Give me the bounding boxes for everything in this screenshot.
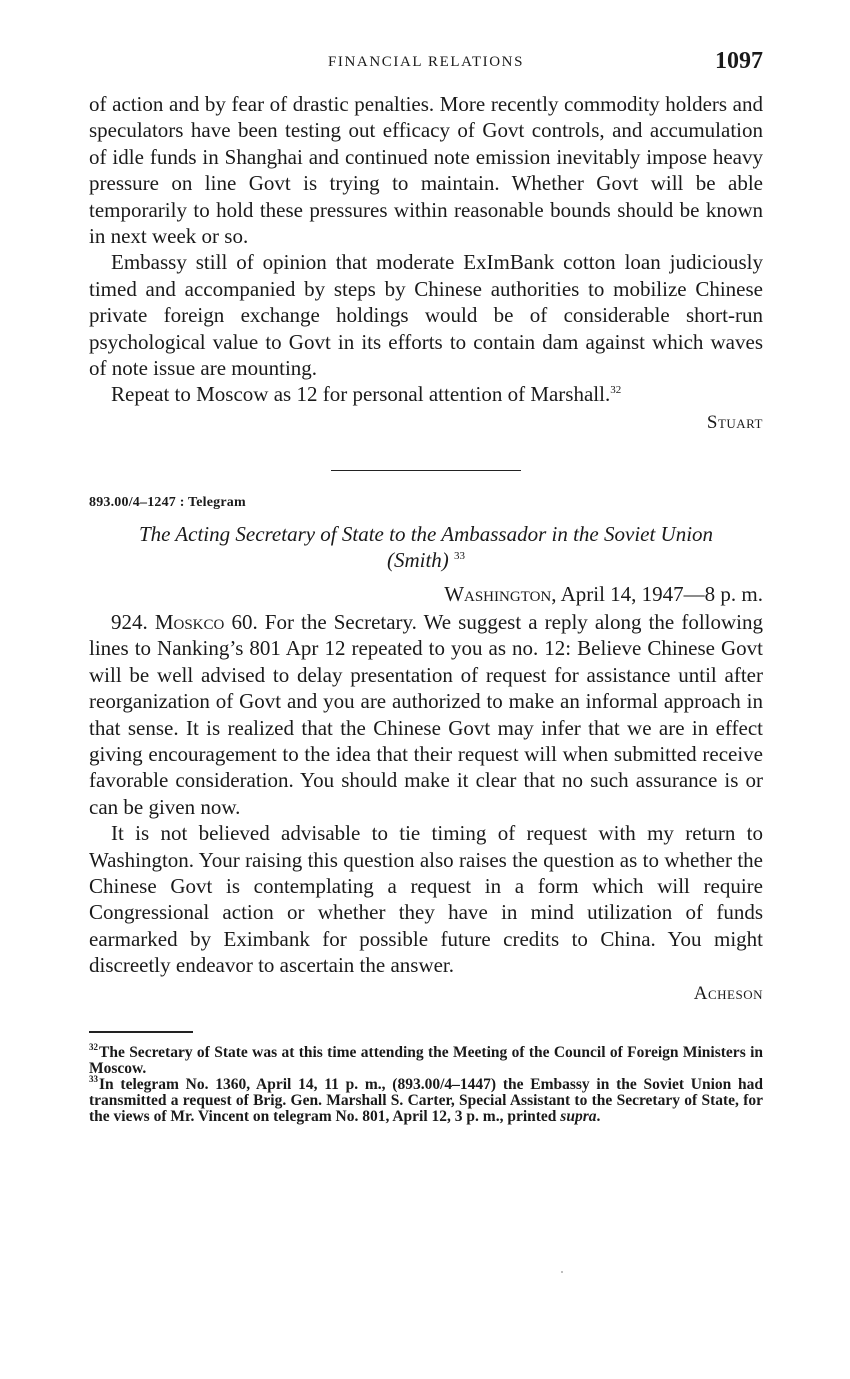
section-divider <box>331 470 521 471</box>
paragraph-embassy-opinion: Embassy still of opinion that moderate ExImBank cotton loan judiciously timed and accompanied by steps by Chinese authorities to mobilize Chinese private foreign exchange holdings would be of considerable short-run psychological value to Govt in its efforts to contain dam against which waves of note issue are mounting. <box>89 250 763 381</box>
running-title: FINANCIAL RELATIONS <box>327 54 525 70</box>
signature-acheson: Acheson <box>693 982 763 1004</box>
running-header <box>89 50 763 76</box>
dateline-place: Washington <box>444 581 552 606</box>
footnote-ref-33: 33 <box>454 549 466 562</box>
page-body <box>89 91 763 1125</box>
page-number: 1097 <box>715 48 763 74</box>
document-title-line2 <box>89 547 763 573</box>
footnote-divider <box>89 1031 193 1033</box>
footnote-supra: supra <box>560 1107 597 1125</box>
footnote-mark-32: 32 <box>89 1042 98 1053</box>
footnote-33 <box>89 1074 763 1125</box>
telegram-body: 60. For the Secretary. We suggest a reply along the following lines to Nanking’s 801 Apr 12 repeated to you as no. 12: Believe Chinese Govt will be well advised to delay presentation of request for assistance until after reorganization of Govt and you are authorized to make an informal approach in that sense. It is realized that the Chinese Govt may infer that we are in effect giving encouragement to the idea that their request will when submitted receive favorable consideration. You should make it clear that no such assurance is or can be given now. <box>89 609 763 819</box>
paragraph-repeat-to-moscow <box>89 381 763 407</box>
paragraph-timing-of-request: It is not believed advisable to tie timing of request with my return to Washington. Your raising this question also raises the question as to whether the Chinese Govt is contemplating a request in a form which will require Congressional action or whether they have in mind utilization of funds earmarked by Eximbank for possible future credits to China. You might discreetly endeavor to ascertain the answer. <box>89 821 763 978</box>
document-title <box>89 521 763 573</box>
footnote-ref-32: 32 <box>610 384 622 397</box>
paragraph-telegram-924 <box>89 609 763 820</box>
repeat-line-text: Repeat to Moscow as 12 for personal attention of Marshall. <box>111 382 611 407</box>
dateline-date: , April 14, 1947—8 p. m. <box>551 581 763 606</box>
footnote-mark-33: 33 <box>89 1074 98 1085</box>
footnotes <box>89 1042 763 1125</box>
footnote-text-33-end: . <box>596 1107 601 1125</box>
scan-speck <box>561 1271 563 1273</box>
footnote-text-32: The Secretary of State was at this time attending the Meeting of the Council of Foreign Ministers in Moscow. <box>89 1043 763 1077</box>
dateline <box>89 581 763 607</box>
moskco-label: Moskco <box>154 609 225 634</box>
signature-stuart: Stuart <box>706 411 763 433</box>
paragraph-continuation: of action and by fear of drastic penalties. More recently commodity holders and speculators have been testing out efficacy of Govt controls, and accumulation of idle funds in Shanghai and continued note emission inevitably impose heavy pressure on line Govt is trying to maintain. Whether Govt will be able temporarily to hold these pressures within reasonable bounds should be known in next week or so. <box>89 92 763 249</box>
document-title-line1: The Acting Secretary of State to the Ambassador in the Soviet Union <box>138 521 714 546</box>
document-title-smith: (Smith) <box>386 547 449 572</box>
telegram-number: 924. <box>111 609 148 634</box>
file-reference: 893.00/4–1247 : Telegram <box>89 494 246 510</box>
footnote-text-33: In telegram No. 1360, April 14, 11 p. m., (893.00/4–1447) the Embassy in the Soviet Union had transmitted a request of Brig. Gen. Marshall S. Carter, Special Assistant to the Secretary of State, for the views of Mr. Vincent on telegram No. 801, April 12, 3 p. m., printed <box>89 1075 763 1125</box>
footnote-32 <box>89 1042 763 1077</box>
